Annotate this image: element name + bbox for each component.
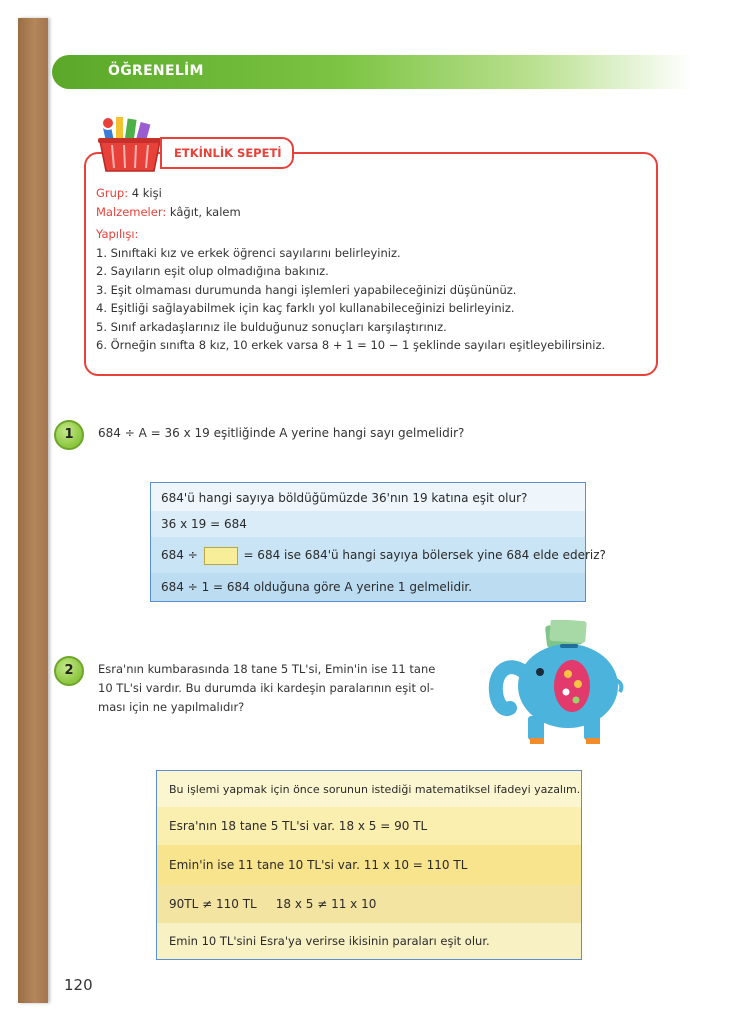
- step-item: 2. Sayıların eşit olup olmadığına bakınız.: [96, 264, 329, 278]
- section-banner: [52, 55, 692, 89]
- question-2-line: ması için ne yapılmalıdır?: [98, 700, 245, 714]
- group-value: 4 kişi: [131, 186, 162, 200]
- question-2-text: [98, 660, 435, 717]
- materials-line: [96, 203, 656, 222]
- group-label: Grup:: [96, 186, 129, 200]
- question-1-text: 684 ÷ A = 36 x 19 eşitliğinde A yerine hangi sayı gelmelidir?: [98, 426, 465, 440]
- solution-row: 684'ü hangi sayıya böldüğümüzde 36'nın 19 katına eşit olur?: [151, 483, 585, 511]
- solution-row: Bu işlemi yapmak için önce sorunun istediği matematiksel ifadeyi yazalım.: [157, 771, 581, 807]
- step-item: 4. Eşitliği sağlayabilmek için kaç farklı yol kullanabileceğinizi belirleyiniz.: [96, 301, 515, 315]
- page-number: 120: [64, 976, 93, 994]
- step-item: 1. Sınıftaki kız ve erkek öğrenci sayılarını belirleyiniz.: [96, 245, 401, 260]
- question-1-solution: [150, 482, 606, 602]
- solution-row: 90TL ≠ 110 TL 18 x 5 ≠ 11 x 10: [157, 885, 581, 923]
- elephant-piggy-bank-icon: [488, 620, 624, 746]
- section-title: ÖĞRENELİM: [108, 63, 204, 79]
- book-spine: [18, 18, 48, 1003]
- question-2-line: Esra'nın kumbarasında 18 tane 5 TL'si, Emin'in ise 11 tane: [98, 662, 436, 676]
- materials-label: Malzemeler:: [96, 204, 167, 219]
- solution-row: Emin 10 TL'sini Esra'ya verirse ikisinin paraları eşit olur.: [157, 923, 581, 959]
- solution-row: 684 ÷ 1 = 684 olduğuna göre A yerine 1 gelmelidir.: [151, 573, 585, 601]
- answer-blank[interactable]: [204, 547, 238, 565]
- activity-body: [96, 184, 656, 355]
- question-2-number: 2: [54, 656, 84, 686]
- question-2-line: 10 TL'si vardır. Bu durumda iki kardeşin paralarının eşit ol-: [98, 681, 434, 695]
- solution-row: [151, 537, 606, 573]
- solution-row: 36 x 19 = 684: [151, 511, 585, 537]
- solution-row: Esra'nın 18 tane 5 TL'si var. 18 x 5 = 90 TL: [157, 807, 581, 845]
- procedure-label: Yapılışı:: [96, 227, 139, 241]
- materials-value: kâğıt, kalem: [169, 204, 241, 219]
- activity-tag: ETKİNLİK SEPETİ: [160, 137, 294, 169]
- step-item: 5. Sınıf arkadaşlarınız ile bulduğunuz sonuçları karşılaştırınız.: [96, 319, 447, 334]
- solution-row: Emin'in ise 11 tane 10 TL'si var. 11 x 10 = 110 TL: [157, 845, 581, 885]
- basket-icon: [94, 113, 166, 177]
- solution-row-suffix: = 684 ise 684'ü hangi sayıya bölersek yine 684 elde ederiz?: [243, 548, 606, 562]
- group-line: [96, 184, 656, 203]
- solution-row-prefix: 684 ÷: [161, 548, 198, 562]
- step-item: 6. Örneğin sınıfta 8 kız, 10 erkek varsa 8 + 1 = 10 − 1 şeklinde sayıları eşitleyebilirsiniz.: [96, 338, 606, 352]
- question-2-solution: [156, 770, 582, 960]
- step-item: 3. Eşit olmaması durumunda hangi işlemleri yapabileceğinizi düşününüz.: [96, 282, 517, 297]
- question-1-number: 1: [54, 420, 84, 450]
